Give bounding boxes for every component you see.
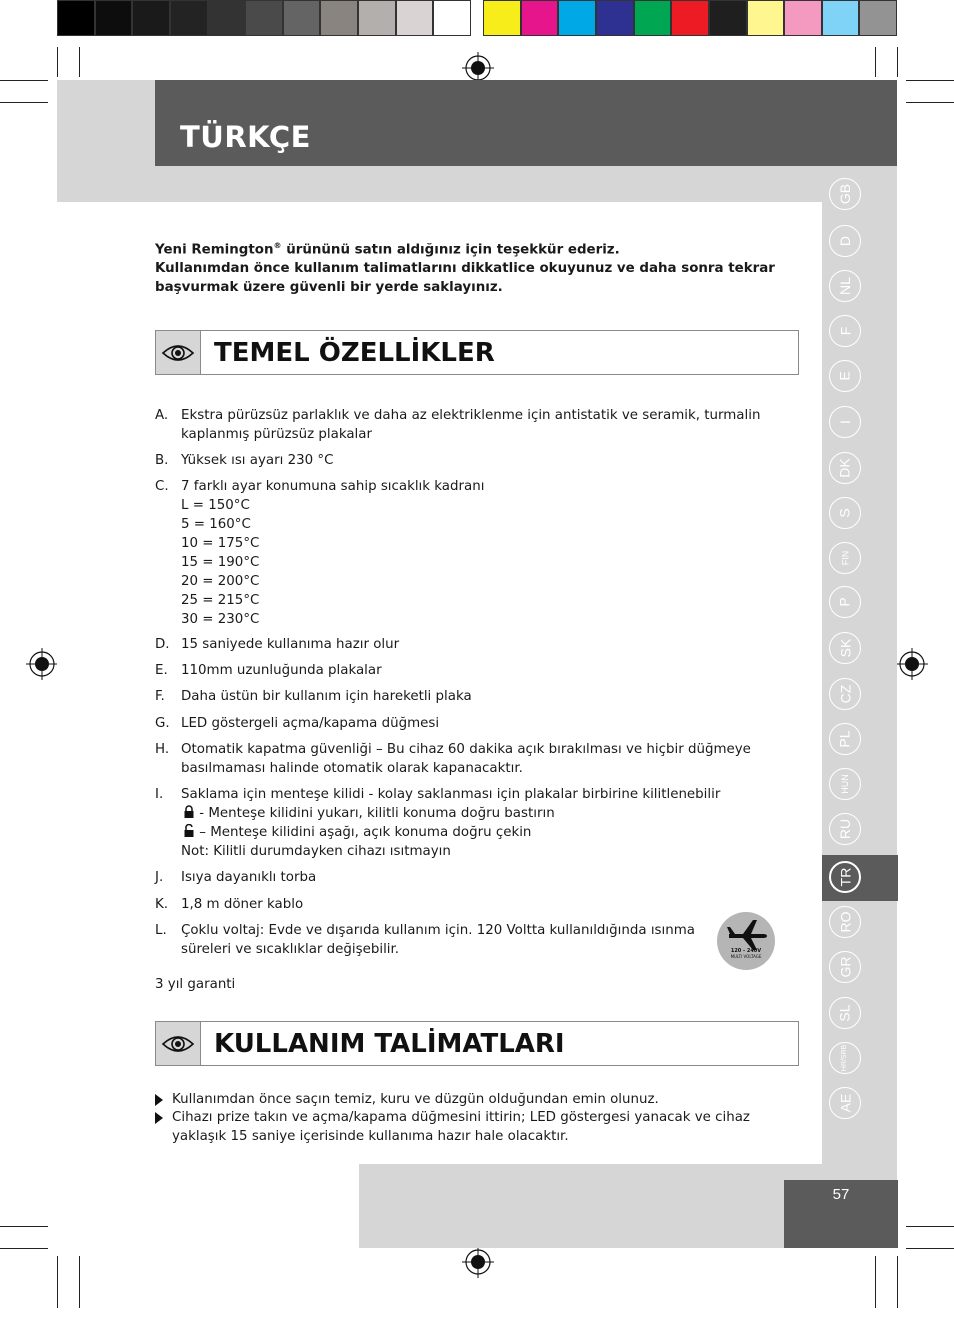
feature-item-j (155, 868, 775, 887)
crop-mark (897, 47, 898, 77)
feature-text: Çoklu voltaj: Evde ve dışarıda kullanım için. 120 Voltta kullanıldığında ısınma süreleri ve sıcaklıklar değişebilir. (181, 923, 695, 957)
feature-text: 1,8 m döner kablo (181, 897, 304, 912)
feature-letter: K. (155, 897, 169, 912)
language-tab-d[interactable] (829, 225, 861, 257)
feature-item-a (155, 406, 775, 444)
crop-mark (79, 47, 80, 77)
feature-item-l (155, 921, 715, 959)
color-swatch (558, 0, 596, 36)
feature-text: Ekstra pürüzsüz parlaklık ve daha az elektriklenme için antistatik ve seramik, turmalin kaplanmış pürüzsüz plakalar (181, 408, 761, 442)
crop-mark (906, 1248, 954, 1249)
feature-letter: D. (155, 637, 170, 652)
language-tab-gb[interactable] (829, 178, 861, 210)
crop-mark (0, 102, 48, 103)
feature-item-e (155, 661, 775, 680)
voltage-label: MULTI VOLTAGE (730, 954, 762, 959)
language-label: F (837, 326, 853, 336)
print-color-bar (57, 0, 897, 38)
language-tab-tr[interactable] (829, 861, 861, 893)
lock-icon (183, 805, 195, 818)
temperature-setting: 20 = 200°C (181, 574, 260, 589)
feature-text: 110mm uzunluğunda plakalar (181, 663, 382, 678)
lock-text: - Menteşe kilidini yukarı, kilitli konuma doğru bastırın (195, 806, 555, 821)
feature-text: Daha üstün bir kullanım için hareketli plaka (181, 689, 472, 704)
section-header-features (155, 330, 799, 375)
instruction-step (155, 1108, 765, 1146)
feature-letter: A. (155, 408, 169, 423)
color-swatch (283, 0, 321, 36)
bullet-arrow-icon (155, 1112, 163, 1124)
feature-item-b (155, 451, 775, 470)
language-tab-pl[interactable] (829, 723, 861, 755)
crop-mark (0, 1248, 48, 1249)
crop-mark (906, 80, 954, 81)
color-swatch (483, 0, 521, 36)
step-text: Cihazı prize takın ve açma/kapama düğmesini ittirin; LED göstergesi yanacak ve cihaz yaklaşık 15 saniye içerisinde kullanıma hazır hale olacaktır. (172, 1110, 750, 1144)
voltage-range: 120 - 240V (730, 948, 762, 954)
section-icon-box (156, 1022, 201, 1065)
feature-letter: H. (155, 742, 170, 757)
warranty-text: 3 yıl garanti (155, 977, 236, 992)
bottom-panel (57, 1164, 359, 1248)
registration-mark-icon (26, 648, 58, 680)
language-tab-f[interactable] (829, 315, 861, 347)
color-swatch (57, 0, 95, 36)
section-header-instructions (155, 1021, 799, 1066)
language-label: HR/SRB (840, 1044, 848, 1072)
color-swatch (596, 0, 634, 36)
color-swatch (822, 0, 860, 36)
feature-item-c (155, 477, 775, 629)
bullet-arrow-icon (155, 1094, 163, 1106)
language-tab-ae[interactable] (829, 1087, 861, 1119)
language-label: PL (837, 730, 853, 748)
language-label: I (836, 420, 853, 424)
feature-letter: C. (155, 479, 169, 494)
language-tab-hr-srb[interactable] (829, 1042, 861, 1074)
crop-mark (0, 1226, 48, 1227)
crop-mark (57, 47, 58, 77)
language-tab-sl[interactable] (829, 997, 861, 1029)
language-label: RU (836, 818, 853, 840)
language-tab-fin[interactable] (829, 542, 861, 574)
color-swatch (358, 0, 396, 36)
feature-item-k (155, 895, 775, 914)
feature-letter: B. (155, 453, 169, 468)
temperature-setting: 15 = 190°C (181, 555, 260, 570)
color-swatch (859, 0, 897, 36)
crop-mark (906, 1226, 954, 1227)
color-swatch (634, 0, 672, 36)
language-label: HUN (840, 774, 850, 794)
language-tab-e[interactable] (829, 360, 861, 392)
language-label: FIN (840, 550, 850, 566)
step-text: Kullanımdan önce saçın temiz, kuru ve düzgün olduğundan emin olunuz. (172, 1092, 659, 1107)
feature-letter: E. (155, 663, 168, 678)
section-icon-box (156, 331, 201, 374)
unlock-instruction (181, 823, 775, 842)
language-label: E (837, 371, 853, 381)
language-label: GB (836, 183, 853, 205)
color-swatch (396, 0, 434, 36)
feature-item-f (155, 687, 775, 706)
language-label: GR (837, 956, 853, 978)
language-label: AE (837, 1093, 853, 1113)
intro-instructions: Kullanımdan önce kullanım talimatlarını dikkatlice okuyunuz ve daha sonra tekrar başvurmak üzere güvenli bir yerde saklayınız. (155, 261, 775, 296)
language-label: SL (837, 1004, 853, 1022)
crop-mark (906, 102, 954, 103)
language-label: NL (837, 277, 853, 295)
language-tab-dk[interactable] (829, 452, 861, 484)
section-title: KULLANIM TALİMATLARI (214, 1029, 565, 1059)
page-number: 57 (832, 1186, 850, 1203)
language-tab-hun[interactable] (829, 768, 861, 800)
color-swatch (170, 0, 208, 36)
intro-text (155, 236, 795, 297)
language-label: D (837, 235, 853, 247)
lock-instruction (181, 804, 775, 823)
color-swatch (208, 0, 246, 36)
crop-mark (875, 1256, 876, 1308)
color-swatch (709, 0, 747, 36)
color-swatch (747, 0, 785, 36)
language-tab-ru[interactable] (829, 813, 861, 845)
language-label: P (837, 597, 853, 607)
language-tab-cz[interactable] (829, 678, 861, 710)
crop-mark (897, 1256, 898, 1308)
feature-letter: J. (155, 870, 164, 885)
unlock-icon (183, 824, 195, 837)
language-label: CZ (836, 684, 853, 704)
language-tab-i[interactable] (829, 406, 861, 438)
temperature-setting: 10 = 175°C (181, 536, 260, 551)
language-label: RO (837, 911, 853, 933)
color-swatch (433, 0, 471, 36)
section-title: TEMEL ÖZELLİKLER (214, 338, 495, 368)
temperature-setting: 25 = 215°C (181, 593, 260, 608)
crop-mark (79, 1256, 80, 1308)
language-tab-sk[interactable] (829, 632, 861, 664)
feature-letter: G. (155, 716, 170, 731)
language-label: SK (837, 638, 853, 658)
multi-voltage-badge (717, 912, 775, 970)
feature-text: Yüksek ısı ayarı 230 °C (181, 453, 334, 468)
color-swatch (521, 0, 559, 36)
language-tab-nl[interactable] (829, 270, 861, 302)
feature-text: Isıya dayanıklı torba (181, 870, 317, 885)
feature-letter: I. (155, 787, 164, 802)
language-label: TR (836, 867, 853, 887)
registered-mark: ® (273, 241, 282, 250)
color-swatch (132, 0, 170, 36)
language-tab-p[interactable] (829, 586, 861, 618)
color-swatch (671, 0, 709, 36)
feature-item-i (155, 785, 775, 861)
registration-mark-icon (462, 1246, 494, 1278)
page-title: TÜRKÇE (180, 120, 311, 154)
language-label: DK (836, 458, 853, 478)
feature-item-h (155, 740, 775, 778)
instruction-step (155, 1090, 765, 1109)
temperature-setting: 30 = 230°C (181, 612, 260, 627)
crop-mark (57, 1256, 58, 1308)
intro-thanks: ürününü satın aldığınız için teşekkür ederiz. (281, 242, 620, 258)
feature-text: 15 saniyede kullanıma hazır olur (181, 637, 400, 652)
temperature-setting: 5 = 160°C (181, 517, 251, 532)
feature-text: Otomatik kapatma güvenliği – Bu cihaz 60 dakika açık bırakılması ve hiçbir düğmeye basılmaması halinde otomatik olarak kapanacaktır. (181, 742, 751, 776)
eye-icon (161, 342, 195, 364)
lock-note: Not: Kilitli durumdayken cihazı ısıtmayın (181, 844, 451, 859)
feature-text: LED göstergeli açma/kapama düğmesi (181, 716, 440, 731)
crop-mark (875, 47, 876, 77)
unlock-text: – Menteşe kilidini aşağı, açık konuma doğru çekin (195, 825, 532, 840)
language-tab-s[interactable] (829, 497, 861, 529)
color-swatch (245, 0, 283, 36)
color-swatch (95, 0, 133, 36)
intro-brand: Yeni Remington (155, 242, 274, 258)
language-tab-gr[interactable] (829, 951, 861, 983)
crop-mark (0, 80, 48, 81)
color-swatch (320, 0, 358, 36)
registration-mark-icon (896, 648, 928, 680)
language-tab-ro[interactable] (829, 906, 861, 938)
color-swatch (784, 0, 822, 36)
feature-letter: F. (155, 689, 165, 704)
temperature-setting: L = 150°C (181, 498, 250, 513)
eye-icon (161, 1033, 195, 1055)
feature-text: Saklama için menteşe kilidi - kolay saklanması için plakalar birbirine kilitlenebilir (181, 787, 721, 802)
language-label: S (837, 508, 853, 518)
feature-item-g (155, 714, 775, 733)
feature-letter: L. (155, 923, 167, 938)
feature-text: 7 farklı ayar konumuna sahip sıcaklık kadranı (181, 479, 485, 494)
feature-item-d (155, 635, 775, 654)
